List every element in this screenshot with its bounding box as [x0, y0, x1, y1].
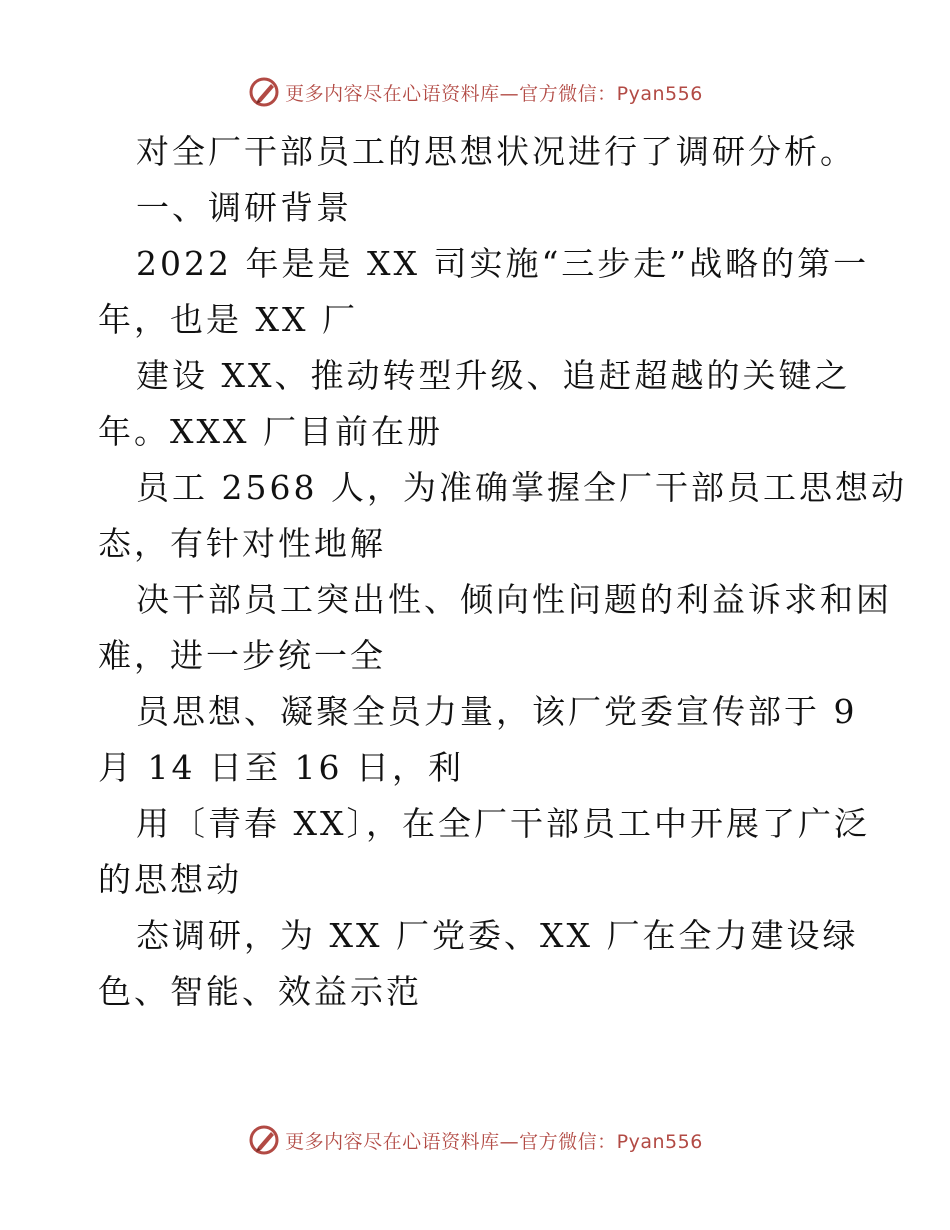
section-heading: 一、调研背景 [136, 188, 352, 227]
footer-watermark-banner [0, 1120, 950, 1160]
body-line-3: 2022 年是是 XX 司实施“三步走”战略的第一 [136, 244, 870, 283]
body-line-11: 员思想、凝聚全员力量，该厂党委宣传部于 9 [136, 692, 858, 731]
body-line-12: 月 14 日至 16 日，利 [98, 748, 464, 787]
body-line-1: 对全厂干部员工的思想状况进行了调研分析。 [136, 132, 856, 171]
body-line-16: 色、智能、效益示范 [98, 972, 422, 1011]
pen-logo-icon [247, 1123, 281, 1157]
body-line-8: 态，有针对性地解 [98, 524, 386, 563]
pen-logo-icon [247, 75, 281, 109]
body-line-5: 建设 XX、推动转型升级、追赶超越的关键之 [136, 356, 851, 395]
header-banner-text: 更多内容尽在心语资料库—官方微信：Pyan556 [285, 82, 703, 105]
body-line-14: 的思想动 [98, 860, 242, 899]
header-watermark-banner [0, 72, 950, 112]
body-line-4: 年，也是 XX 厂 [98, 300, 358, 339]
body-line-15: 态调研，为 XX 厂党委、XX 厂在全力建设绿 [136, 916, 859, 955]
body-line-6: 年。XXX 厂目前在册 [98, 412, 443, 451]
body-line-10: 难，进一步统一全 [98, 636, 386, 675]
body-line-13: 用〔青春 XX〕，在全厂干部员工中开展了广泛 [136, 804, 870, 843]
body-line-9: 决干部员工突出性、倾向性问题的利益诉求和困 [136, 580, 892, 619]
document-body [98, 124, 907, 1020]
body-line-7: 员工 2568 人，为准确掌握全厂干部员工思想动 [136, 468, 907, 507]
footer-banner-text: 更多内容尽在心语资料库—官方微信：Pyan556 [285, 1130, 703, 1153]
